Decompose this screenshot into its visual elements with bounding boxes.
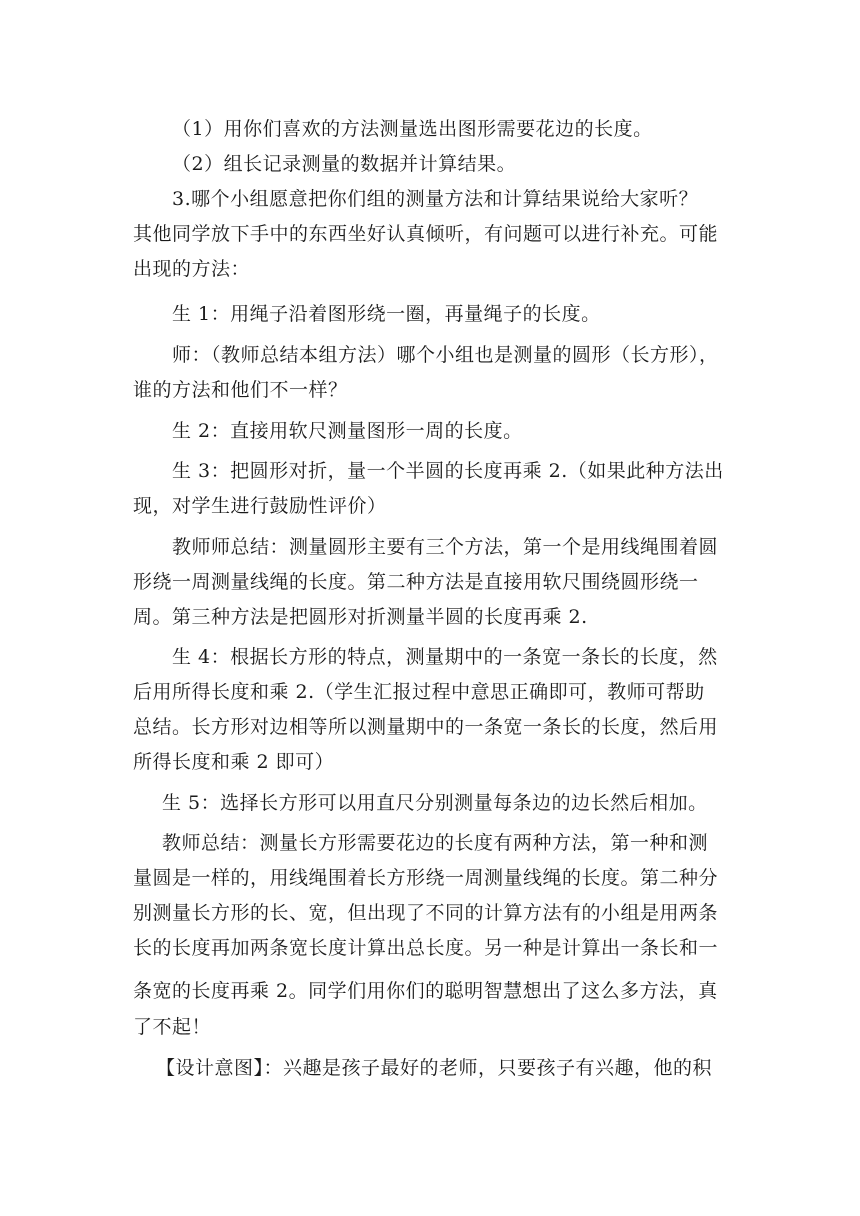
text-line-16: 后用所得长度和乘 2.（学生汇报过程中意思正确即可，教师可帮助: [133, 681, 705, 703]
text-line-21: 量圆是一样的，用线绳围着长方形绕一周测量线绳的长度。第二种分: [133, 867, 719, 889]
text-line-25: 了不起！: [133, 1016, 212, 1038]
text-line-7: 师：（教师总结本组方法）哪个小组也是测量的圆形（长方形），: [172, 344, 719, 366]
text-line-9: 生 2：直接用软尺测量图形一周的长度。: [172, 420, 523, 442]
text-line-24: 条宽的长度再乘 2。同学们用你们的聪明智慧想出了这么多方法，真: [133, 980, 718, 1002]
text-line-17: 总结。长方形对边相等所以测量期中的一条宽一条长的长度，然后用: [133, 716, 719, 738]
text-line-13: 形绕一周测量线绳的长度。第二种方法是直接用软尺围绕圆形绕一: [133, 571, 699, 593]
text-line-6: 生 1：用绳子沿着图形绕一圈，再量绳子的长度。: [172, 303, 601, 325]
text-line-18: 所得长度和乘 2 即可）: [133, 751, 335, 773]
text-line-26: 【设计意图】：兴趣是孩子最好的老师，只要孩子有兴趣，他的积: [156, 1057, 713, 1079]
text-line-20: 教师总结：测量长方形需要花边的长度有两种方法，第一种和测: [162, 832, 709, 854]
text-line-19: 生 5：选择长方形可以用直尺分别测量每条边的边长然后相加。: [162, 792, 708, 814]
text-line-15: 生 4：根据长方形的特点，测量期中的一条宽一条长的长度，然: [172, 646, 718, 668]
text-line-12: 教师师总结：测量圆形主要有三个方法，第一个是用线绳围着圆: [172, 536, 719, 558]
text-line-1: （1）用你们喜欢的方法测量选出图形需要花边的长度。: [172, 118, 653, 140]
text-line-11: 现，对学生进行鼓励性评价）: [133, 495, 387, 517]
text-line-8: 谁的方法和他们不一样？: [133, 379, 348, 401]
text-line-22: 别测量长方形的长、宽，但出现了不同的计算方法有的小组是用两条: [133, 902, 719, 924]
text-line-3: 3.哪个小组愿意把你们组的测量方法和计算结果说给大家听？: [172, 188, 699, 210]
text-line-14: 周。第三种方法是把圆形对折测量半圆的长度再乘 2.: [133, 606, 588, 628]
text-line-2: （2）组长记录测量的数据并计算结果。: [172, 153, 517, 175]
text-line-5: 出现的方法：: [133, 258, 251, 280]
text-line-23: 长的长度再加两条宽长度计算出总长度。另一种是计算出一条长和一: [133, 937, 719, 959]
text-line-4: 其他同学放下手中的东西坐好认真倾听，有问题可以进行补充。可能: [133, 223, 719, 245]
text-line-10: 生 3：把圆形对折，量一个半圆的长度再乘 2.（如果此种方法出: [172, 460, 724, 482]
